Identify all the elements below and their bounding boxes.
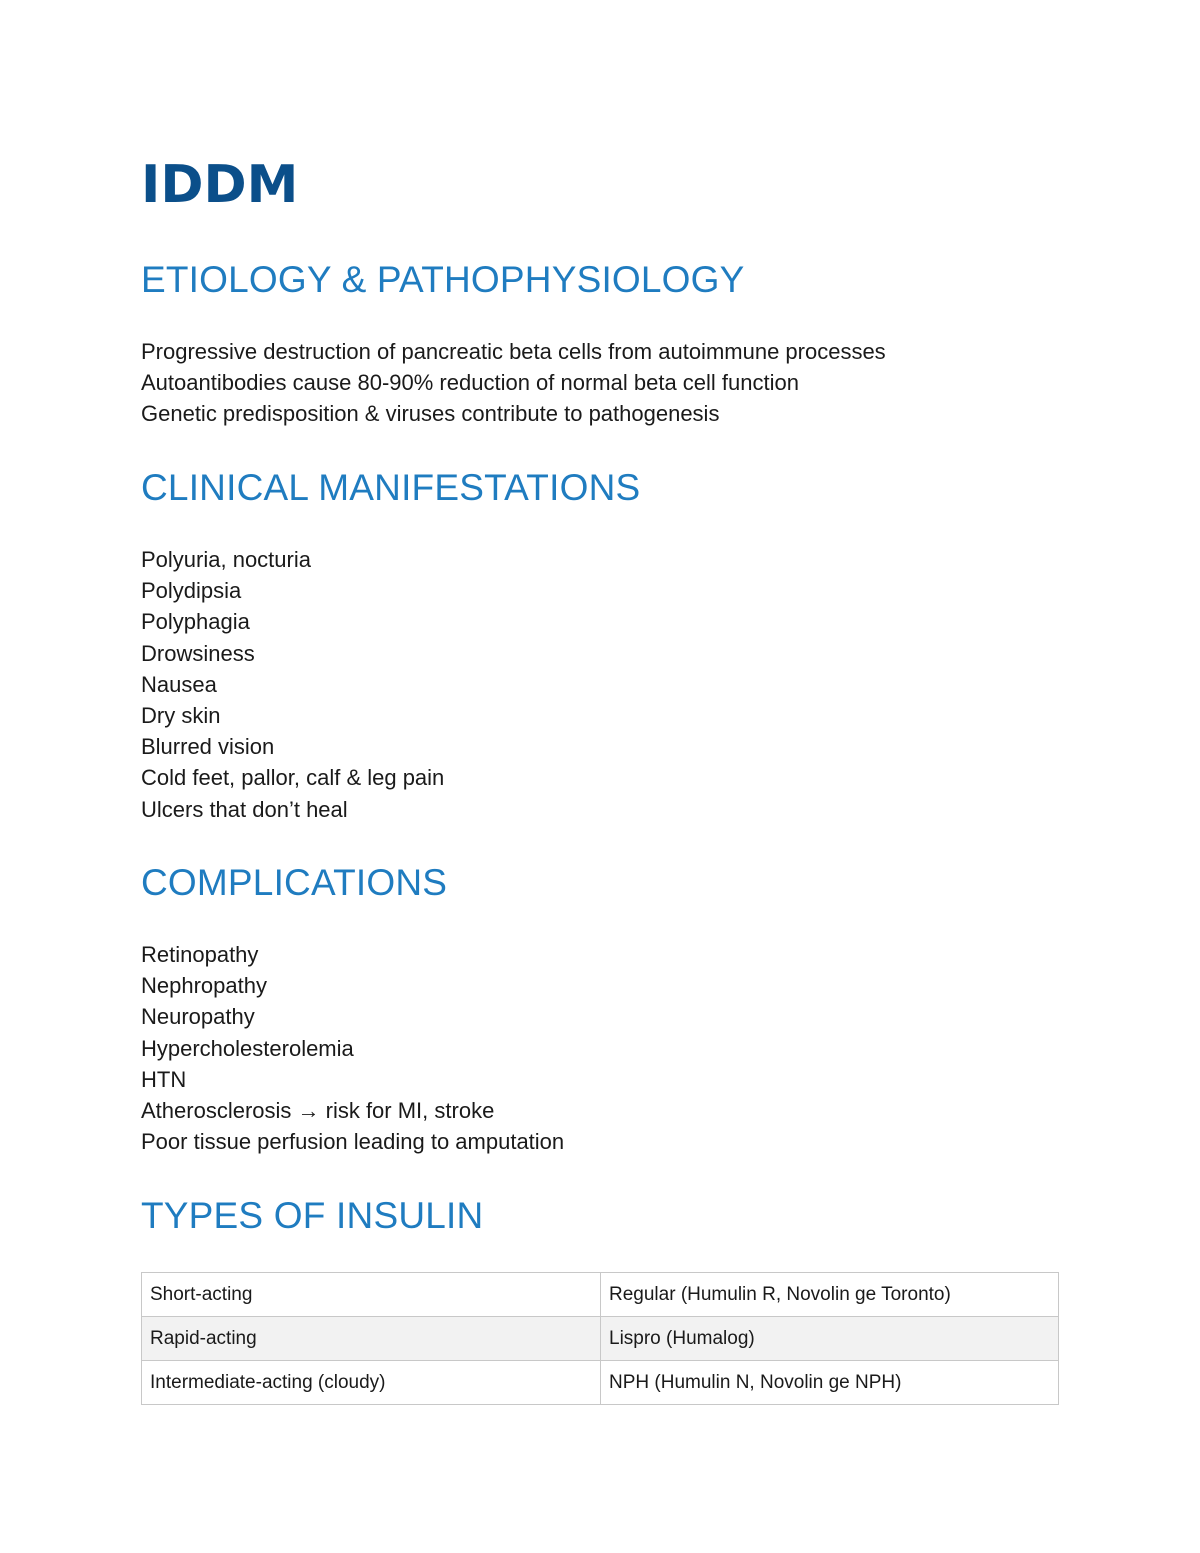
insulin-example-cell: Regular (Humulin R, Novolin ge Toronto) xyxy=(601,1273,1059,1317)
insulin-table xyxy=(141,1272,1059,1405)
clinical-line: Polyphagia xyxy=(141,609,250,635)
etiology-line: Progressive destruction of pancreatic beta cells from autoimmune processes xyxy=(141,339,886,364)
etiology-lines xyxy=(141,336,1061,430)
insulin-type-cell: Rapid-acting xyxy=(142,1317,601,1361)
clinical-lines xyxy=(141,544,1061,825)
complications-line: Nephropathy xyxy=(141,973,267,999)
section-complications xyxy=(141,861,1061,1157)
section-types-of-insulin xyxy=(141,1194,1061,1238)
section-clinical-manifestations xyxy=(141,466,1061,825)
section-heading-insulin: TYPES OF INSULIN xyxy=(141,1195,484,1236)
insulin-example-cell: Lispro (Humalog) xyxy=(601,1317,1059,1361)
section-heading-clinical: CLINICAL MANIFESTATIONS xyxy=(141,467,641,508)
complications-line: Hypercholesterolemia xyxy=(141,1035,354,1061)
table-row xyxy=(142,1317,1059,1361)
clinical-line: Drowsiness xyxy=(141,640,255,666)
insulin-example-cell: NPH (Humulin N, Novolin ge NPH) xyxy=(601,1361,1059,1405)
clinical-line: Dry skin xyxy=(141,703,221,729)
clinical-line: Polydipsia xyxy=(141,578,242,604)
clinical-line: Blurred vision xyxy=(141,734,275,760)
complications-line: Retinopathy xyxy=(141,942,259,967)
clinical-line: Polyuria, nocturia xyxy=(141,547,311,572)
section-heading-etiology: ETIOLOGY & PATHOPHYSIOLOGY xyxy=(141,259,745,300)
etiology-line: Autoantibodies cause 80-90% reduction of normal beta cell function xyxy=(141,370,799,396)
clinical-line: Cold feet, pallor, calf & leg pain xyxy=(141,765,445,791)
complications-line: Neuropathy xyxy=(141,1004,255,1030)
section-etiology xyxy=(141,258,1061,430)
clinical-line: Nausea xyxy=(141,671,217,697)
complications-line: HTN xyxy=(141,1066,187,1092)
section-heading-complications: COMPLICATIONS xyxy=(141,862,448,903)
document-title: IDDM xyxy=(141,155,299,215)
clinical-line: Ulcers that don’t heal xyxy=(141,796,348,822)
table-row xyxy=(142,1273,1059,1317)
complications-line: Poor tissue perfusion leading to amputation xyxy=(141,1129,565,1155)
complications-line: Atherosclerosis → risk for MI, stroke xyxy=(141,1098,495,1124)
insulin-type-cell: Short-acting xyxy=(142,1273,601,1317)
etiology-line: Genetic predisposition & viruses contribute to pathogenesis xyxy=(141,401,720,427)
table-row xyxy=(142,1361,1059,1405)
insulin-type-cell: Intermediate-acting (cloudy) xyxy=(142,1361,601,1405)
complications-lines xyxy=(141,939,1061,1157)
